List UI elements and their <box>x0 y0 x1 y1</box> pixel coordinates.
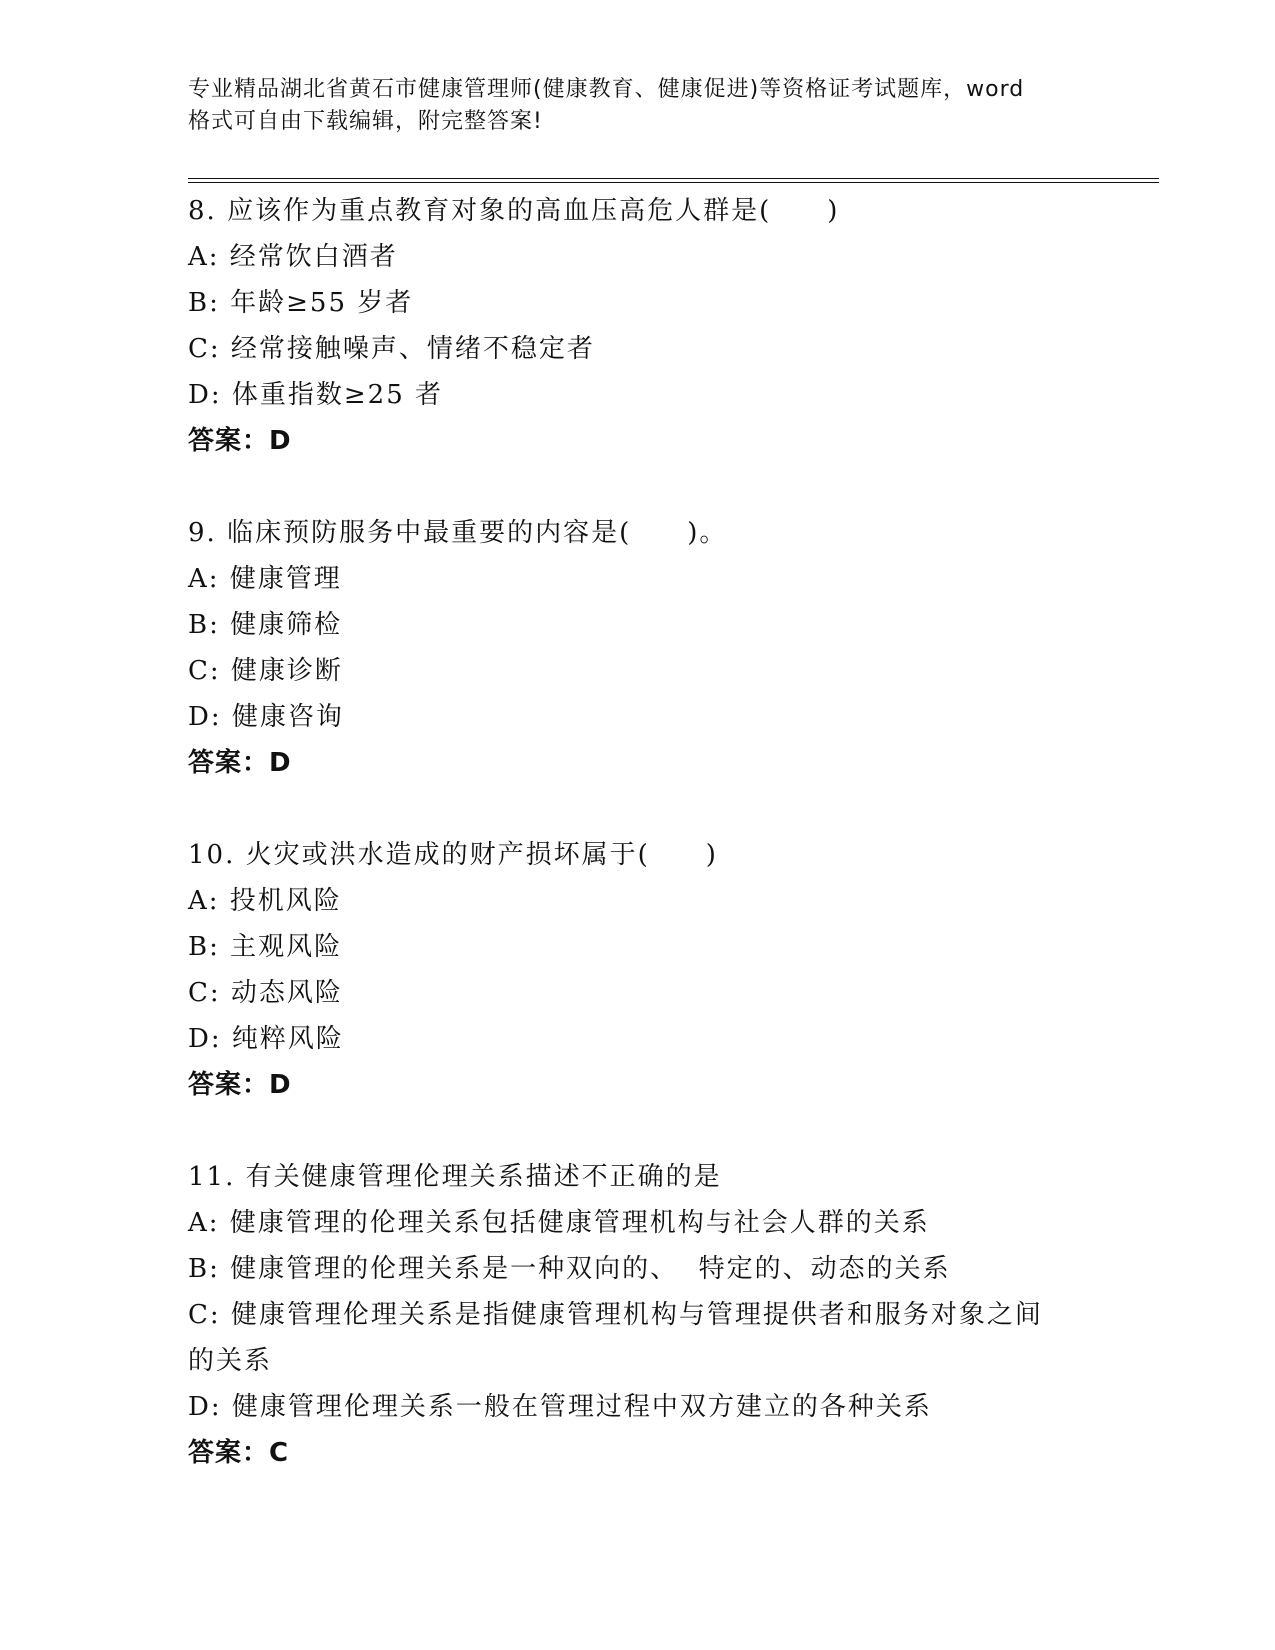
option-d: D: 健康管理伦理关系一般在管理过程中双方建立的各种关系 <box>188 1392 932 1422</box>
question-10 <box>188 832 1188 1108</box>
question-8 <box>188 188 1188 464</box>
question-stem: 10. 火灾或洪水造成的财产损坏属于( ) <box>188 840 718 870</box>
option-c: C: 健康管理伦理关系是指健康管理机构与管理提供者和服务对象之间的关系 <box>188 1300 1043 1376</box>
option-b: B: 年龄≥55 岁者 <box>188 288 414 318</box>
option-c: C: 动态风险 <box>188 978 343 1008</box>
option-b: B: 健康筛检 <box>188 610 343 640</box>
option-d: D: 纯粹风险 <box>188 1024 344 1054</box>
header-line-2: 格式可自由下载编辑，附完整答案! <box>188 109 543 134</box>
answer: 答案：C <box>188 1438 290 1468</box>
option-a: A: 健康管理的伦理关系包括健康管理机构与社会人群的关系 <box>188 1208 930 1238</box>
option-d: D: 健康咨询 <box>188 702 344 732</box>
question-stem: 11. 有关健康管理伦理关系描述不正确的是 <box>188 1162 722 1192</box>
option-c: C: 健康诊断 <box>188 656 343 686</box>
option-a: A: 经常饮白酒者 <box>188 242 398 272</box>
header-divider <box>188 178 1159 183</box>
option-c: C: 经常接触噪声、情绪不稳定者 <box>188 334 595 364</box>
question-list <box>188 188 1188 1476</box>
answer: 答案：D <box>188 748 292 778</box>
option-d: D: 体重指数≥25 者 <box>188 380 444 410</box>
option-b: B: 主观风险 <box>188 932 343 962</box>
option-a: A: 投机风险 <box>188 886 342 916</box>
question-stem: 9. 临床预防服务中最重要的内容是( )。 <box>188 518 728 548</box>
answer: 答案：D <box>188 426 292 456</box>
option-b: B: 健康管理的伦理关系是一种双向的、 特定的、动态的关系 <box>188 1254 951 1284</box>
question-9 <box>188 510 1188 786</box>
option-a: A: 健康管理 <box>188 564 342 594</box>
answer: 答案：D <box>188 1070 292 1100</box>
header-line-1: 专业精品湖北省黄石市健康管理师(健康教育、健康促进)等资格证考试题库，word <box>188 77 1025 102</box>
document-header <box>188 74 1088 138</box>
question-stem: 8. 应该作为重点教育对象的高血压高危人群是( ) <box>188 196 840 226</box>
question-11 <box>188 1154 1188 1476</box>
